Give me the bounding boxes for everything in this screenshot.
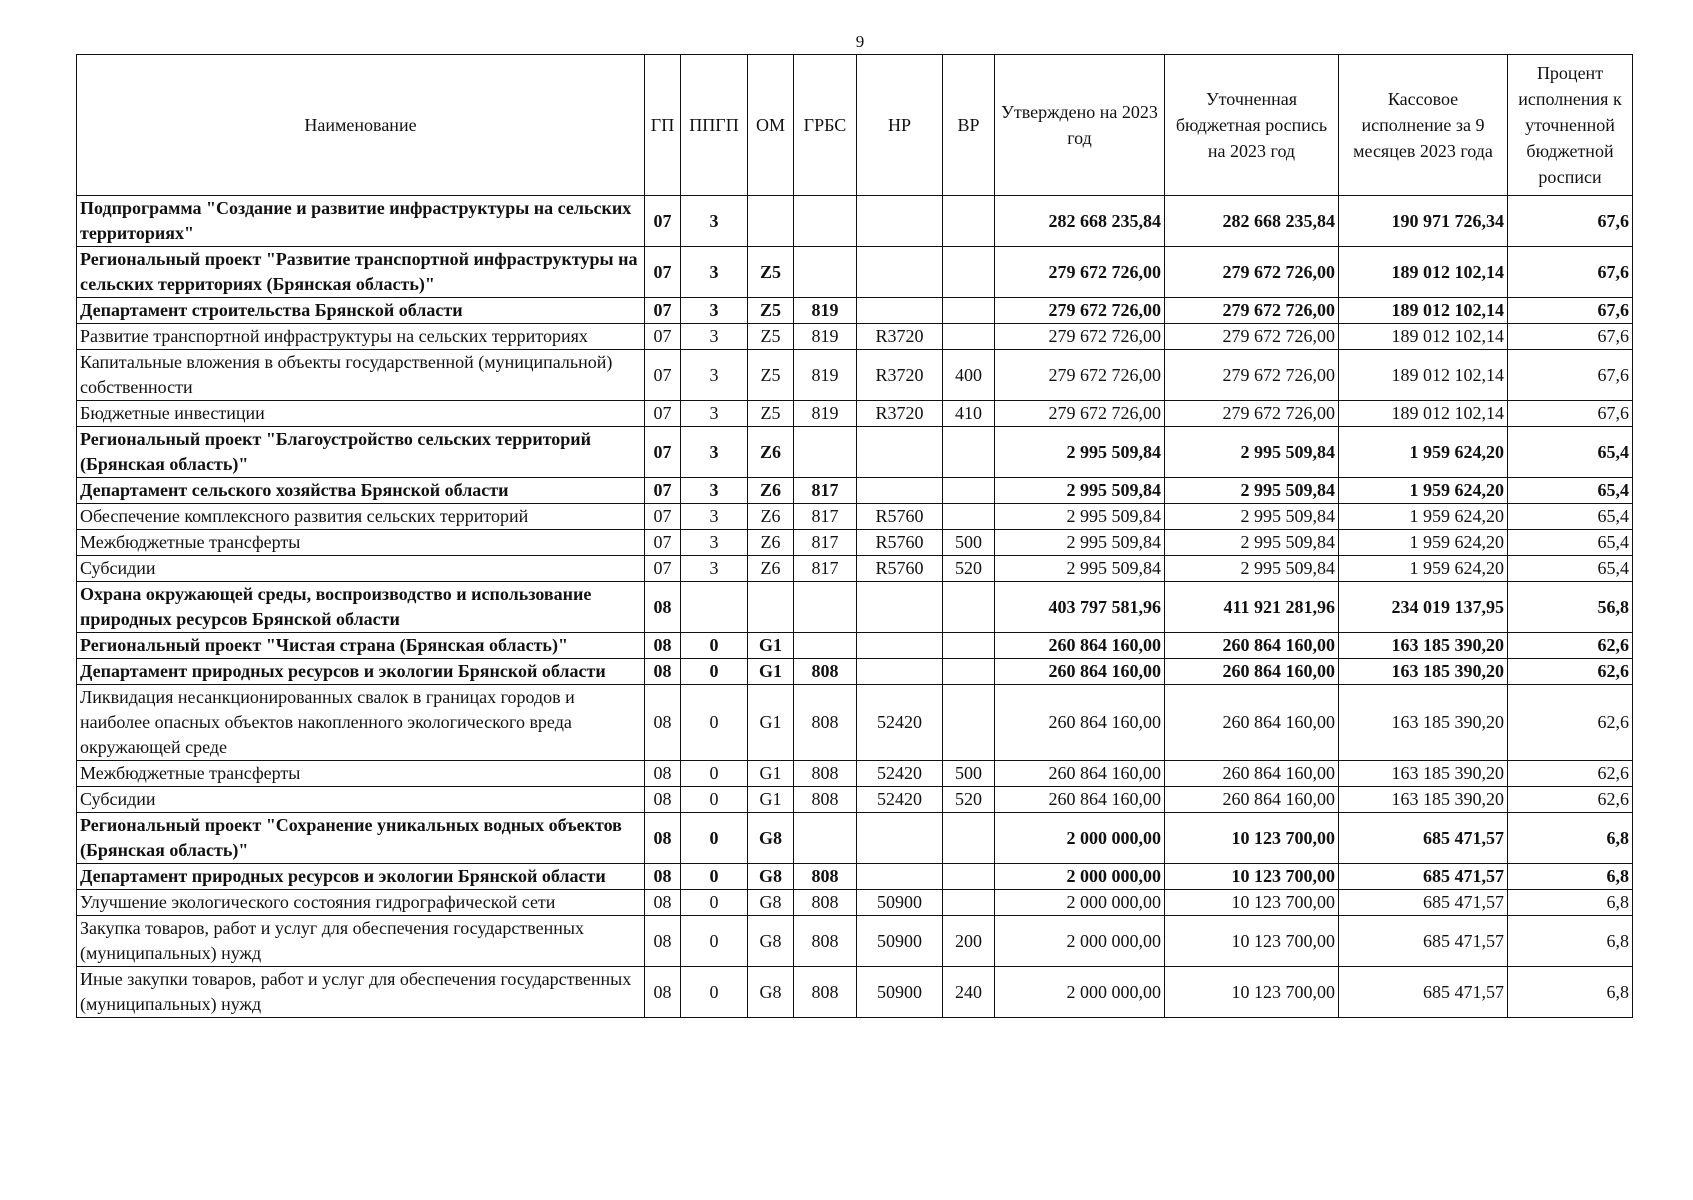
cell-cash: 190 971 726,34 (1339, 196, 1508, 247)
cell-cash: 1 959 624,20 (1339, 530, 1508, 556)
cell-percent: 67,6 (1508, 196, 1633, 247)
cell-ppgp: 3 (681, 530, 748, 556)
cell-cash: 1 959 624,20 (1339, 478, 1508, 504)
cell-percent: 62,6 (1508, 761, 1633, 787)
cell-name: Департамент строительства Брянской области (77, 298, 645, 324)
page-number: 9 (855, 32, 865, 51)
cell-ppgp: 0 (681, 633, 748, 659)
cell-grbs: 808 (794, 761, 857, 787)
cell-ppgp: 0 (681, 761, 748, 787)
cell-name: Охрана окружающей среды, воспроизводство и использование природных ресурсов Брянской области (77, 582, 645, 633)
cell-ppgp (681, 582, 748, 633)
cell-vr: 500 (943, 530, 995, 556)
cell-ppgp: 3 (681, 556, 748, 582)
cell-nr: R5760 (857, 504, 943, 530)
cell-percent: 65,4 (1508, 427, 1633, 478)
cell-nr (857, 478, 943, 504)
cell-name: Ликвидация несанкционированных свалок в границах городов и наиболее опасных объектов накопленного экологического вреда окружающей среде (77, 685, 645, 761)
cell-percent: 6,8 (1508, 813, 1633, 864)
cell-nr: 50900 (857, 967, 943, 1018)
cell-vr: 520 (943, 556, 995, 582)
cell-percent: 65,4 (1508, 478, 1633, 504)
cell-percent: 6,8 (1508, 967, 1633, 1018)
table-row (77, 530, 1633, 556)
cell-refined: 10 123 700,00 (1165, 916, 1339, 967)
cell-ppgp: 3 (681, 247, 748, 298)
cell-name: Региональный проект "Развитие транспортной инфраструктуры на сельских территориях (Брянская область)" (77, 247, 645, 298)
cell-om: G8 (748, 890, 794, 916)
cell-cash: 163 185 390,20 (1339, 685, 1508, 761)
cell-nr (857, 659, 943, 685)
cell-ppgp: 0 (681, 890, 748, 916)
cell-om: Z5 (748, 350, 794, 401)
cell-om (748, 582, 794, 633)
cell-refined: 279 672 726,00 (1165, 247, 1339, 298)
cell-nr (857, 196, 943, 247)
cell-refined: 2 995 509,84 (1165, 504, 1339, 530)
cell-cash: 163 185 390,20 (1339, 761, 1508, 787)
cell-grbs: 808 (794, 916, 857, 967)
cell-gp: 08 (645, 967, 681, 1018)
cell-nr (857, 864, 943, 890)
cell-refined: 411 921 281,96 (1165, 582, 1339, 633)
cell-grbs (794, 247, 857, 298)
cell-vr: 240 (943, 967, 995, 1018)
cell-percent: 56,8 (1508, 582, 1633, 633)
cell-approved: 2 995 509,84 (995, 478, 1165, 504)
cell-cash: 685 471,57 (1339, 967, 1508, 1018)
cell-om: G1 (748, 787, 794, 813)
header-om: ОМ (748, 55, 794, 196)
cell-grbs: 819 (794, 350, 857, 401)
cell-gp: 08 (645, 633, 681, 659)
table-row (77, 196, 1633, 247)
cell-refined: 10 123 700,00 (1165, 864, 1339, 890)
cell-vr (943, 864, 995, 890)
cell-cash: 189 012 102,14 (1339, 350, 1508, 401)
cell-ppgp: 3 (681, 196, 748, 247)
cell-gp: 08 (645, 864, 681, 890)
cell-om: Z6 (748, 427, 794, 478)
cell-approved: 279 672 726,00 (995, 247, 1165, 298)
cell-ppgp: 0 (681, 967, 748, 1018)
cell-ppgp: 0 (681, 916, 748, 967)
cell-nr: 52420 (857, 685, 943, 761)
header-ppgp: ППГП (681, 55, 748, 196)
cell-om (748, 196, 794, 247)
table-row (77, 478, 1633, 504)
cell-gp: 07 (645, 298, 681, 324)
cell-approved: 282 668 235,84 (995, 196, 1165, 247)
cell-gp: 07 (645, 350, 681, 401)
cell-refined: 2 995 509,84 (1165, 478, 1339, 504)
cell-om: Z6 (748, 478, 794, 504)
cell-name: Межбюджетные трансферты (77, 530, 645, 556)
cell-nr (857, 298, 943, 324)
cell-grbs: 808 (794, 787, 857, 813)
cell-gp: 08 (645, 787, 681, 813)
cell-nr: R5760 (857, 530, 943, 556)
cell-name: Обеспечение комплексного развития сельских территорий (77, 504, 645, 530)
cell-cash: 685 471,57 (1339, 864, 1508, 890)
cell-refined: 279 672 726,00 (1165, 324, 1339, 350)
table-row (77, 556, 1633, 582)
cell-ppgp: 3 (681, 478, 748, 504)
cell-name: Иные закупки товаров, работ и услуг для обеспечения государственных (муниципальных) нужд (77, 967, 645, 1018)
cell-approved: 2 000 000,00 (995, 916, 1165, 967)
cell-ppgp: 0 (681, 864, 748, 890)
cell-nr: R3720 (857, 350, 943, 401)
cell-gp: 08 (645, 813, 681, 864)
cell-nr: 52420 (857, 787, 943, 813)
cell-refined: 279 672 726,00 (1165, 298, 1339, 324)
cell-grbs: 808 (794, 890, 857, 916)
table-row (77, 890, 1633, 916)
table-row (77, 633, 1633, 659)
cell-approved: 2 995 509,84 (995, 504, 1165, 530)
cell-cash: 163 185 390,20 (1339, 787, 1508, 813)
cell-percent: 65,4 (1508, 504, 1633, 530)
cell-nr (857, 427, 943, 478)
table-row (77, 916, 1633, 967)
cell-nr (857, 813, 943, 864)
cell-name: Департамент природных ресурсов и экологии Брянской области (77, 659, 645, 685)
cell-cash: 685 471,57 (1339, 813, 1508, 864)
cell-percent: 62,6 (1508, 659, 1633, 685)
cell-ppgp: 0 (681, 685, 748, 761)
cell-grbs (794, 427, 857, 478)
cell-cash: 189 012 102,14 (1339, 247, 1508, 298)
header-cash: Кассовое исполнение за 9 месяцев 2023 года (1339, 55, 1508, 196)
cell-nr: 52420 (857, 761, 943, 787)
cell-om: G1 (748, 633, 794, 659)
cell-gp: 07 (645, 504, 681, 530)
cell-refined: 2 995 509,84 (1165, 530, 1339, 556)
cell-percent: 67,6 (1508, 324, 1633, 350)
cell-name: Субсидии (77, 787, 645, 813)
cell-percent: 6,8 (1508, 890, 1633, 916)
header-percent: Процент исполнения к уточненной бюджетной росписи (1508, 55, 1633, 196)
cell-approved: 2 000 000,00 (995, 890, 1165, 916)
table-row (77, 967, 1633, 1018)
cell-percent: 67,6 (1508, 247, 1633, 298)
header-name: Наименование (77, 55, 645, 196)
cell-refined: 2 995 509,84 (1165, 556, 1339, 582)
cell-vr: 410 (943, 401, 995, 427)
cell-om: Z5 (748, 324, 794, 350)
cell-grbs (794, 813, 857, 864)
table-row (77, 504, 1633, 530)
cell-approved: 403 797 581,96 (995, 582, 1165, 633)
cell-percent: 65,4 (1508, 556, 1633, 582)
cell-vr: 400 (943, 350, 995, 401)
cell-name: Капитальные вложения в объекты государственной (муниципальной) собственности (77, 350, 645, 401)
cell-approved: 260 864 160,00 (995, 633, 1165, 659)
cell-refined: 282 668 235,84 (1165, 196, 1339, 247)
table-row (77, 324, 1633, 350)
cell-om: G8 (748, 967, 794, 1018)
cell-percent: 62,6 (1508, 685, 1633, 761)
cell-vr (943, 196, 995, 247)
cell-refined: 260 864 160,00 (1165, 685, 1339, 761)
cell-approved: 2 995 509,84 (995, 556, 1165, 582)
cell-gp: 08 (645, 761, 681, 787)
cell-vr (943, 813, 995, 864)
cell-vr (943, 247, 995, 298)
cell-vr (943, 659, 995, 685)
header-approved: Утверждено на 2023 год (995, 55, 1165, 196)
cell-percent: 6,8 (1508, 864, 1633, 890)
cell-grbs (794, 633, 857, 659)
cell-nr (857, 633, 943, 659)
cell-om: G8 (748, 813, 794, 864)
cell-ppgp: 3 (681, 504, 748, 530)
cell-name: Улучшение экологического состояния гидрографической сети (77, 890, 645, 916)
cell-ppgp: 3 (681, 350, 748, 401)
header-grbs: ГРБС (794, 55, 857, 196)
cell-cash: 189 012 102,14 (1339, 401, 1508, 427)
cell-ppgp: 3 (681, 298, 748, 324)
cell-name: Субсидии (77, 556, 645, 582)
cell-gp: 08 (645, 916, 681, 967)
cell-percent: 62,6 (1508, 787, 1633, 813)
cell-refined: 10 123 700,00 (1165, 813, 1339, 864)
cell-grbs (794, 582, 857, 633)
header-gp: ГП (645, 55, 681, 196)
cell-grbs: 808 (794, 967, 857, 1018)
cell-cash: 685 471,57 (1339, 890, 1508, 916)
cell-vr: 520 (943, 787, 995, 813)
cell-cash: 163 185 390,20 (1339, 633, 1508, 659)
cell-name: Бюджетные инвестиции (77, 401, 645, 427)
cell-refined: 260 864 160,00 (1165, 659, 1339, 685)
cell-refined: 2 995 509,84 (1165, 427, 1339, 478)
cell-om: G8 (748, 916, 794, 967)
cell-cash: 189 012 102,14 (1339, 298, 1508, 324)
cell-vr (943, 582, 995, 633)
cell-grbs: 819 (794, 401, 857, 427)
cell-om: G1 (748, 761, 794, 787)
cell-nr (857, 247, 943, 298)
cell-approved: 260 864 160,00 (995, 659, 1165, 685)
cell-approved: 2 000 000,00 (995, 813, 1165, 864)
cell-name: Подпрограмма "Создание и развитие инфраструктуры на сельских территориях" (77, 196, 645, 247)
cell-grbs: 819 (794, 298, 857, 324)
cell-approved: 279 672 726,00 (995, 324, 1165, 350)
cell-ppgp: 0 (681, 659, 748, 685)
cell-gp: 08 (645, 659, 681, 685)
table-row (77, 350, 1633, 401)
table-row (77, 298, 1633, 324)
cell-vr (943, 504, 995, 530)
header-nr: НР (857, 55, 943, 196)
cell-ppgp: 0 (681, 813, 748, 864)
header-row (77, 55, 1633, 196)
cell-grbs: 808 (794, 864, 857, 890)
cell-vr (943, 298, 995, 324)
cell-nr: R3720 (857, 401, 943, 427)
cell-nr: 50900 (857, 890, 943, 916)
cell-name: Департамент природных ресурсов и экологии Брянской области (77, 864, 645, 890)
cell-cash: 189 012 102,14 (1339, 324, 1508, 350)
cell-approved: 2 000 000,00 (995, 864, 1165, 890)
cell-om: Z5 (748, 401, 794, 427)
cell-grbs: 808 (794, 659, 857, 685)
cell-refined: 260 864 160,00 (1165, 787, 1339, 813)
cell-om: Z5 (748, 247, 794, 298)
cell-om: Z6 (748, 530, 794, 556)
cell-name: Региональный проект "Чистая страна (Брянская область)" (77, 633, 645, 659)
table-row (77, 787, 1633, 813)
cell-refined: 279 672 726,00 (1165, 350, 1339, 401)
cell-name: Региональный проект "Сохранение уникальных водных объектов (Брянская область)" (77, 813, 645, 864)
cell-cash: 234 019 137,95 (1339, 582, 1508, 633)
budget-table (76, 54, 1633, 1018)
cell-gp: 08 (645, 890, 681, 916)
table-row (77, 864, 1633, 890)
cell-approved: 2 000 000,00 (995, 967, 1165, 1018)
cell-refined: 279 672 726,00 (1165, 401, 1339, 427)
cell-vr: 500 (943, 761, 995, 787)
cell-om: Z6 (748, 556, 794, 582)
header-refined: Уточненная бюджетная роспись на 2023 год (1165, 55, 1339, 196)
cell-grbs: 817 (794, 530, 857, 556)
cell-vr: 200 (943, 916, 995, 967)
cell-gp: 07 (645, 196, 681, 247)
cell-approved: 279 672 726,00 (995, 401, 1165, 427)
cell-approved: 260 864 160,00 (995, 761, 1165, 787)
cell-approved: 279 672 726,00 (995, 298, 1165, 324)
cell-ppgp: 0 (681, 787, 748, 813)
cell-gp: 08 (645, 582, 681, 633)
cell-percent: 65,4 (1508, 530, 1633, 556)
cell-nr (857, 582, 943, 633)
cell-nr: 50900 (857, 916, 943, 967)
cell-percent: 62,6 (1508, 633, 1633, 659)
cell-vr (943, 478, 995, 504)
table-row (77, 813, 1633, 864)
cell-gp: 07 (645, 324, 681, 350)
cell-grbs: 817 (794, 478, 857, 504)
cell-percent: 6,8 (1508, 916, 1633, 967)
cell-ppgp: 3 (681, 427, 748, 478)
cell-name: Региональный проект "Благоустройство сельских территорий (Брянская область)" (77, 427, 645, 478)
table-row (77, 582, 1633, 633)
cell-name: Закупка товаров, работ и услуг для обеспечения государственных (муниципальных) нужд (77, 916, 645, 967)
cell-cash: 1 959 624,20 (1339, 504, 1508, 530)
cell-grbs: 808 (794, 685, 857, 761)
cell-percent: 67,6 (1508, 401, 1633, 427)
cell-approved: 260 864 160,00 (995, 787, 1165, 813)
cell-refined: 10 123 700,00 (1165, 967, 1339, 1018)
cell-gp: 07 (645, 401, 681, 427)
table-row (77, 247, 1633, 298)
cell-approved: 279 672 726,00 (995, 350, 1165, 401)
cell-refined: 10 123 700,00 (1165, 890, 1339, 916)
cell-name: Департамент сельского хозяйства Брянской области (77, 478, 645, 504)
cell-grbs: 817 (794, 556, 857, 582)
cell-refined: 260 864 160,00 (1165, 633, 1339, 659)
cell-grbs: 817 (794, 504, 857, 530)
cell-grbs: 819 (794, 324, 857, 350)
cell-nr: R5760 (857, 556, 943, 582)
cell-nr: R3720 (857, 324, 943, 350)
table-row (77, 761, 1633, 787)
cell-om: Z6 (748, 504, 794, 530)
table-row (77, 685, 1633, 761)
cell-vr (943, 890, 995, 916)
cell-name: Развитие транспортной инфраструктуры на сельских территориях (77, 324, 645, 350)
cell-gp: 07 (645, 556, 681, 582)
cell-approved: 2 995 509,84 (995, 427, 1165, 478)
cell-gp: 08 (645, 685, 681, 761)
cell-cash: 163 185 390,20 (1339, 659, 1508, 685)
cell-vr (943, 633, 995, 659)
cell-om: G1 (748, 685, 794, 761)
cell-om: G8 (748, 864, 794, 890)
cell-om: Z5 (748, 298, 794, 324)
table-row (77, 659, 1633, 685)
cell-ppgp: 3 (681, 324, 748, 350)
cell-gp: 07 (645, 530, 681, 556)
cell-om: G1 (748, 659, 794, 685)
cell-vr (943, 685, 995, 761)
header-vr: ВР (943, 55, 995, 196)
cell-cash: 1 959 624,20 (1339, 556, 1508, 582)
cell-gp: 07 (645, 247, 681, 298)
cell-ppgp: 3 (681, 401, 748, 427)
cell-vr (943, 324, 995, 350)
cell-percent: 67,6 (1508, 298, 1633, 324)
cell-percent: 67,6 (1508, 350, 1633, 401)
cell-approved: 260 864 160,00 (995, 685, 1165, 761)
cell-grbs (794, 196, 857, 247)
table-row (77, 401, 1633, 427)
cell-cash: 1 959 624,20 (1339, 427, 1508, 478)
cell-approved: 2 995 509,84 (995, 530, 1165, 556)
cell-gp: 07 (645, 427, 681, 478)
table-row (77, 427, 1633, 478)
cell-refined: 260 864 160,00 (1165, 761, 1339, 787)
cell-gp: 07 (645, 478, 681, 504)
cell-name: Межбюджетные трансферты (77, 761, 645, 787)
cell-cash: 685 471,57 (1339, 916, 1508, 967)
cell-vr (943, 427, 995, 478)
